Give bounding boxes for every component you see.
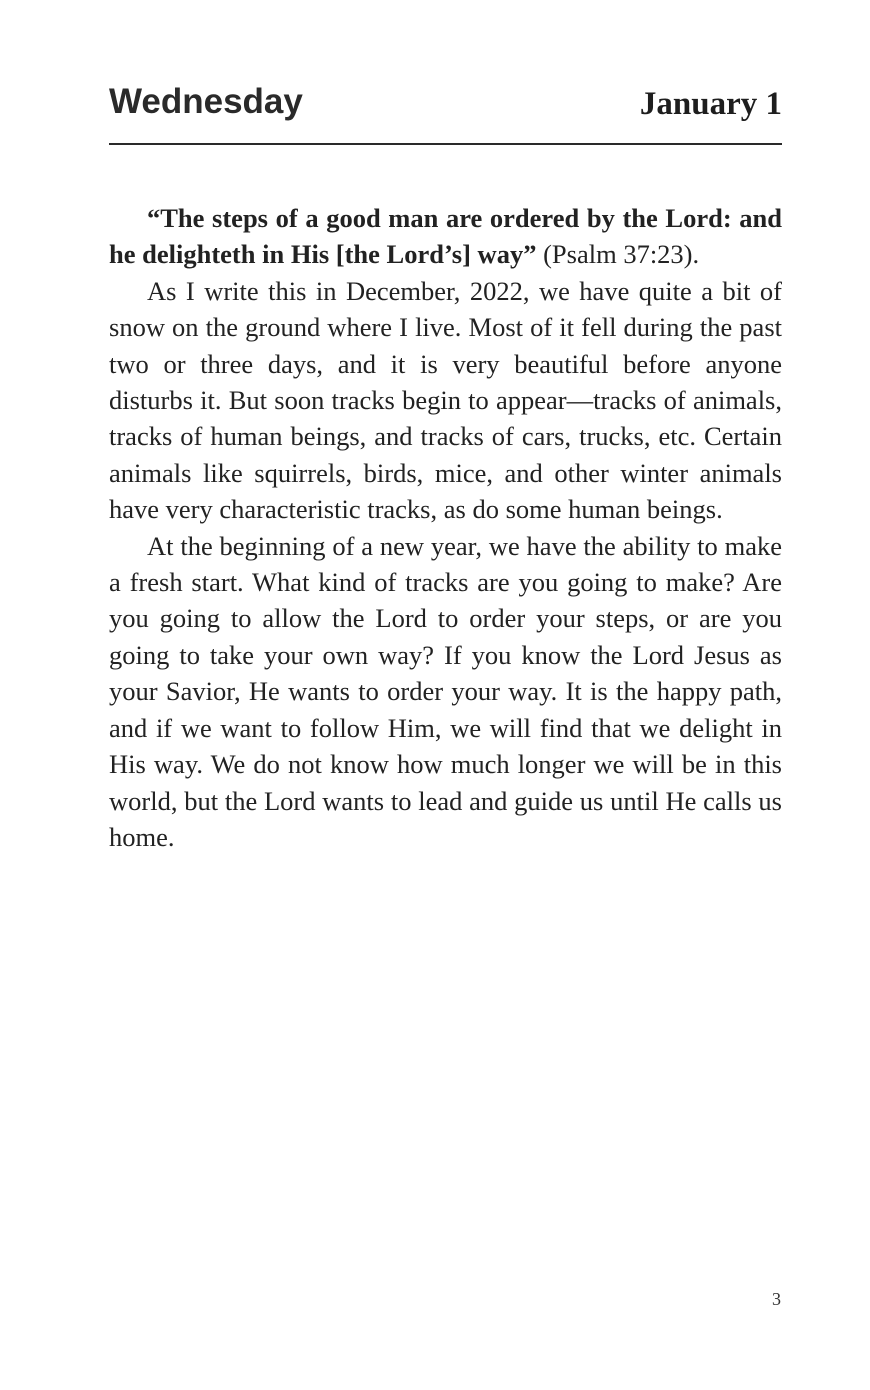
weekday-heading: Wednesday	[109, 82, 303, 121]
date-heading: January 1	[639, 86, 782, 122]
verse-paragraph	[109, 200, 782, 273]
devotion-body	[109, 200, 782, 855]
page-number: 3	[772, 1289, 781, 1309]
verse-quote: “The steps of a good man are ordered by the Lord: and he delighteth in His [the Lord’s] way”	[109, 203, 782, 270]
body-paragraph-1: As I write this in December, 2022, we have quite a bit of snow on the ground where I live. Most of it fell during the past two or three days, and it is very beautiful before anyone disturbs it. But soon tracks begin to appear—tracks of animals, tracks of human beings, and tracks of cars, trucks, etc. Certain animals like squirrels, birds, mice, and other winter animals have very characteristic tracks, as do some human beings.	[109, 275, 782, 525]
header-divider	[109, 143, 782, 145]
page-header	[109, 78, 782, 138]
body-paragraph-2: At the beginning of a new year, we have the ability to make a fresh start. What kind of tracks are you going to make? Are you going to allow the Lord to order your steps, or are you going to take your own way? If you know the Lord Jesus as your Savior, He wants to order your way. It is the happy path, and if we want to follow Him, we will find that we delight in His way. We do not know how much longer we will be in this world, but the Lord wants to lead and guide us until He calls us home.	[109, 530, 782, 852]
verse-reference: (Psalm 37:23).	[536, 239, 700, 270]
